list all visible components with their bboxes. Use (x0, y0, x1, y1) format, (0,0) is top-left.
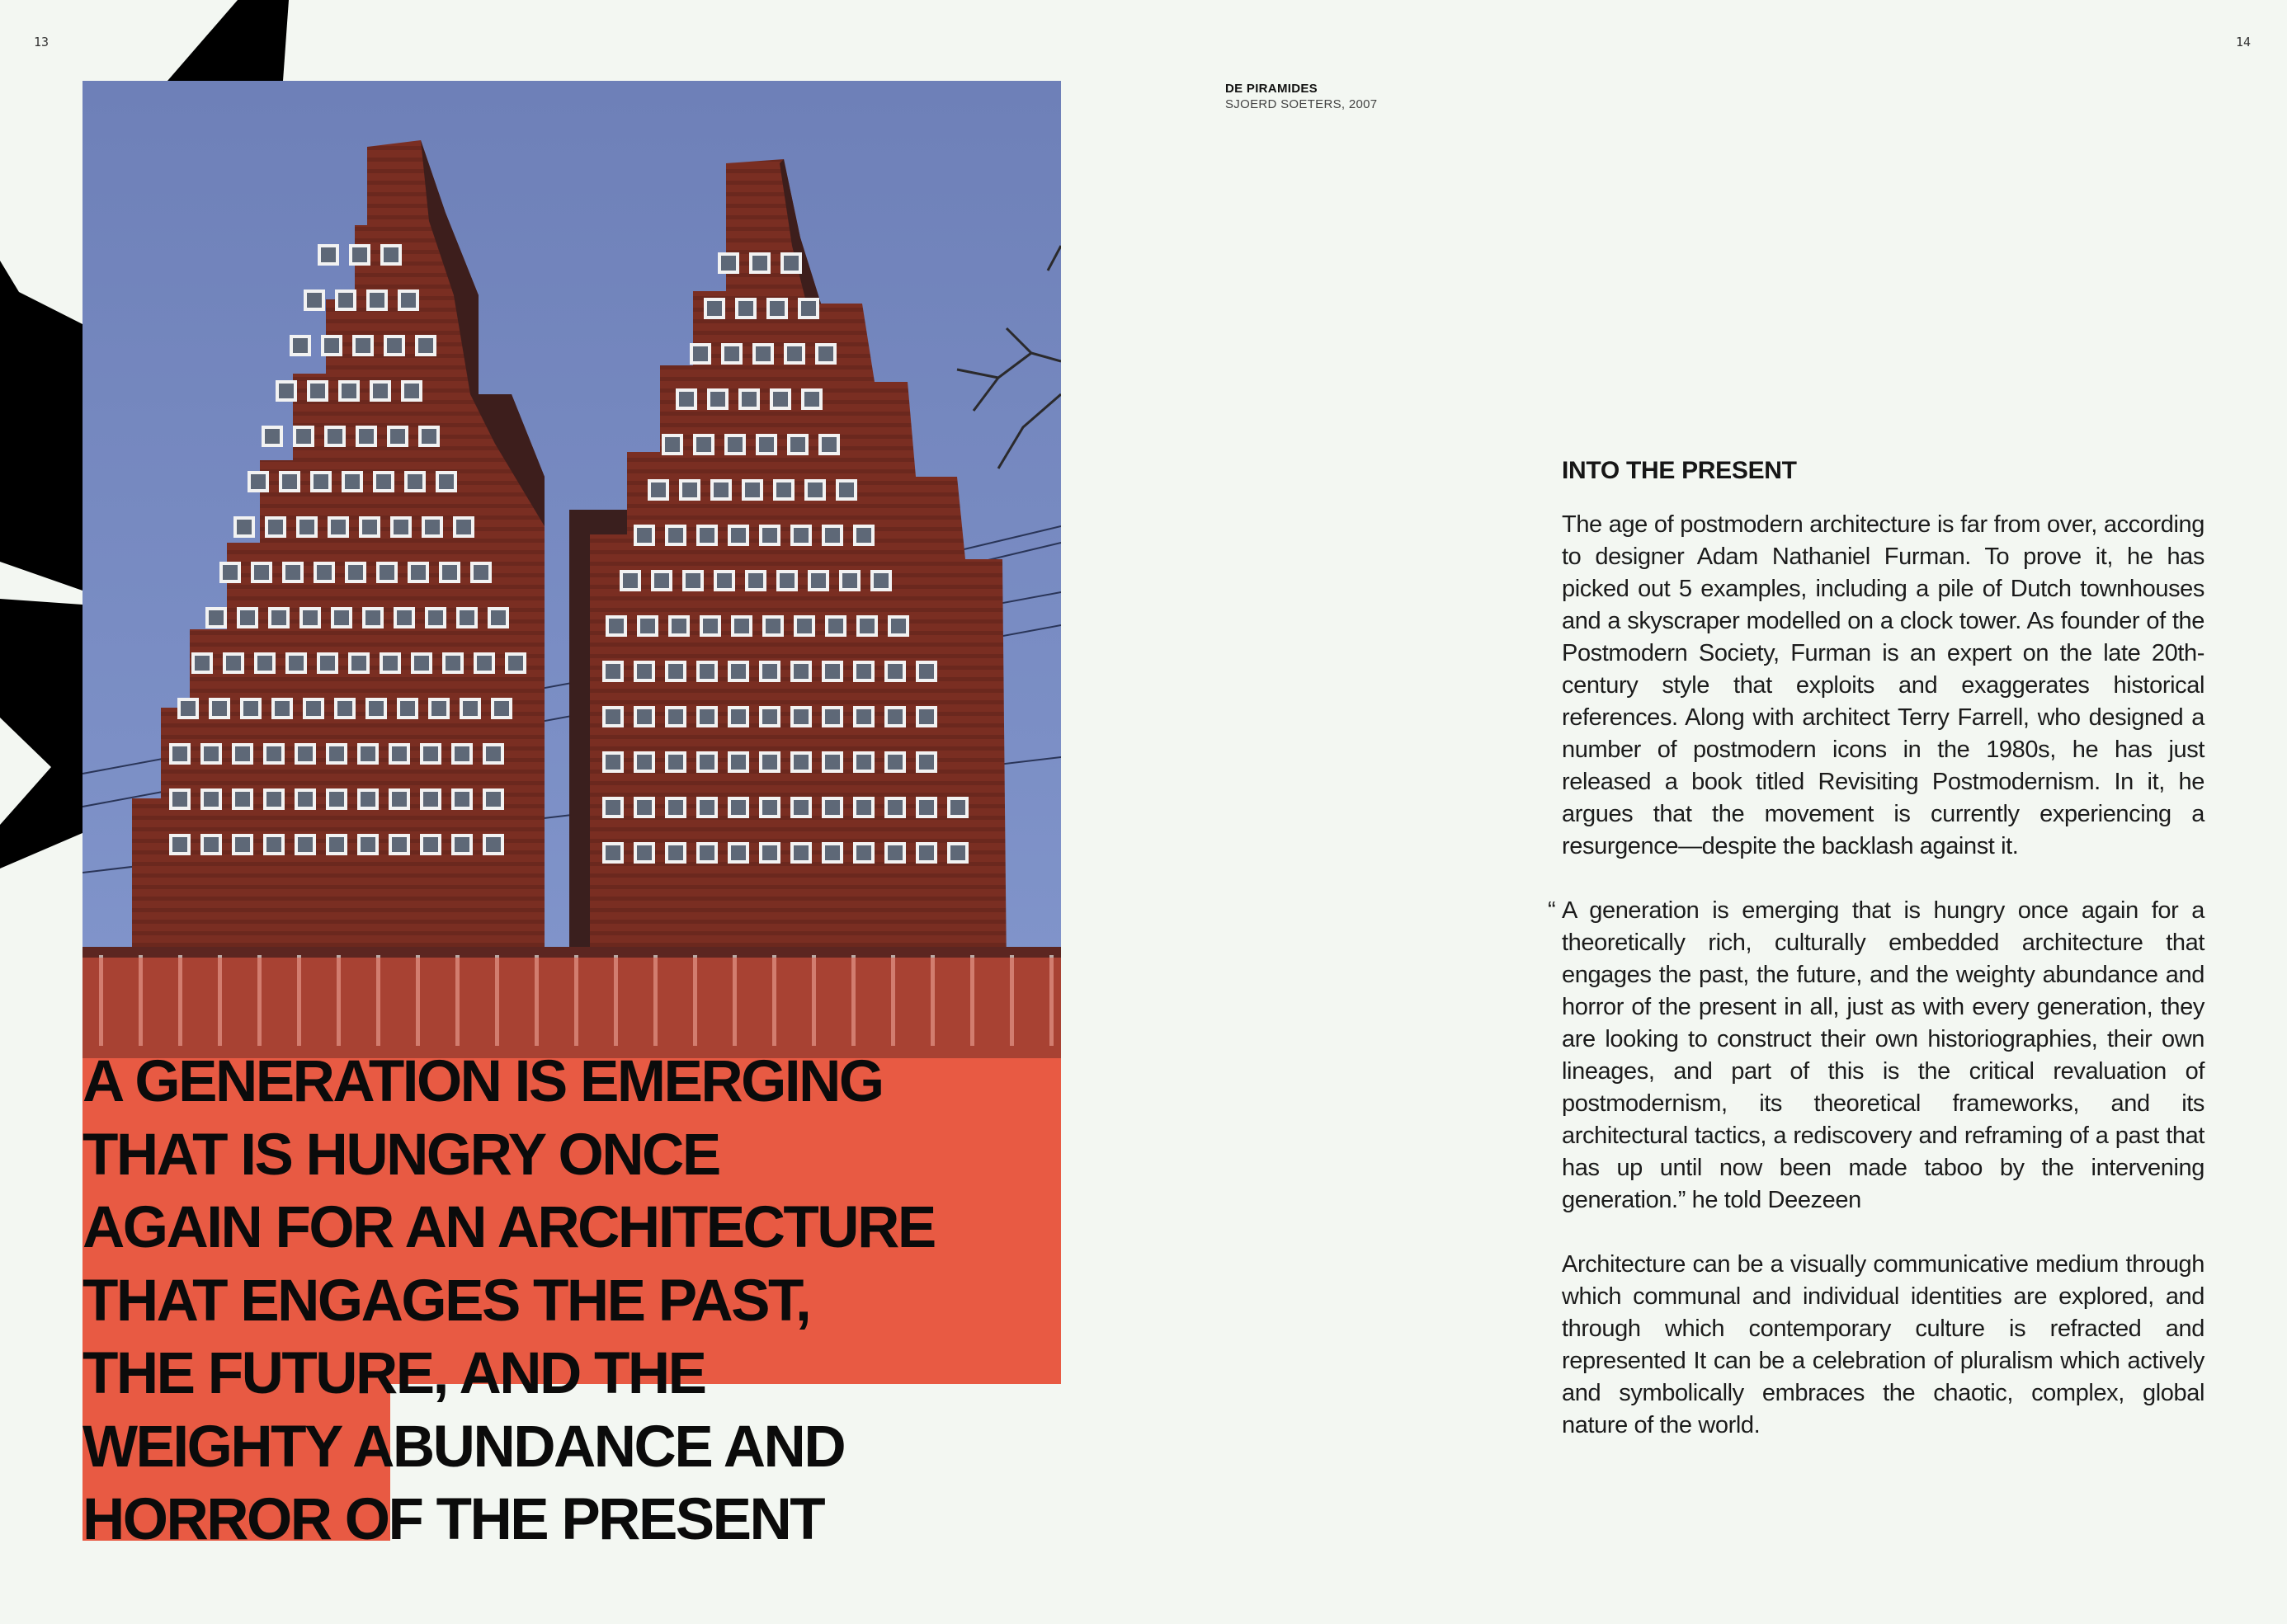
pull-quote-line: WEIGHTY ABUNDANCE AND (83, 1414, 845, 1480)
window (604, 708, 622, 726)
window (698, 798, 716, 817)
window (823, 798, 842, 817)
window (343, 473, 361, 491)
window (729, 798, 747, 817)
window (792, 526, 810, 544)
window (238, 609, 257, 627)
window (328, 790, 346, 808)
window (841, 572, 859, 590)
window (827, 617, 845, 635)
caption-title: DE PIRAMIDES (1225, 82, 1318, 96)
window (607, 617, 625, 635)
window (453, 836, 471, 854)
window (287, 654, 305, 672)
window (171, 790, 189, 808)
window (886, 662, 904, 680)
window (806, 481, 824, 499)
window (709, 390, 727, 408)
window (737, 299, 755, 318)
window (855, 708, 873, 726)
window (328, 836, 346, 854)
window (371, 382, 389, 400)
window (326, 427, 344, 445)
window (233, 836, 252, 854)
window (917, 798, 936, 817)
window (193, 654, 211, 672)
window (340, 382, 358, 400)
window (670, 617, 688, 635)
window (409, 563, 427, 581)
window (778, 572, 796, 590)
window (328, 745, 346, 763)
window (381, 654, 399, 672)
window (422, 836, 440, 854)
window (691, 345, 710, 363)
window (305, 291, 323, 309)
window (604, 753, 622, 771)
window (304, 699, 323, 718)
window (740, 390, 758, 408)
window (823, 753, 842, 771)
window (265, 836, 283, 854)
window (823, 844, 842, 862)
window (855, 662, 873, 680)
window (775, 481, 793, 499)
window (296, 745, 314, 763)
pull-quote-line: THAT IS HUNGRY ONCE (83, 1122, 719, 1188)
window (337, 291, 355, 309)
window (367, 699, 385, 718)
window (698, 844, 716, 862)
window (917, 844, 936, 862)
window (757, 435, 776, 454)
window (761, 662, 779, 680)
opening-quote-mark: “ (1548, 897, 1556, 924)
window (202, 745, 220, 763)
window (886, 708, 904, 726)
window (399, 291, 417, 309)
window (359, 836, 377, 854)
window (698, 526, 716, 544)
window (855, 753, 873, 771)
window (336, 699, 354, 718)
window (917, 708, 936, 726)
window (390, 745, 408, 763)
window (207, 609, 225, 627)
window (858, 617, 876, 635)
window (171, 836, 189, 854)
window (233, 790, 252, 808)
window (357, 427, 375, 445)
window (771, 390, 790, 408)
window (761, 753, 779, 771)
window (233, 745, 252, 763)
window (604, 798, 622, 817)
window (270, 609, 288, 627)
window (171, 745, 189, 763)
window (747, 572, 765, 590)
window (792, 753, 810, 771)
window (635, 662, 653, 680)
window (667, 526, 685, 544)
window (422, 745, 440, 763)
window (389, 427, 407, 445)
window (378, 563, 396, 581)
window (889, 617, 908, 635)
window (441, 563, 459, 581)
window (719, 254, 738, 272)
article-paragraph: The age of postmodern architecture is far from over, according to designer Adam Nathaniel Furman. To prove it, he has picked out 5 examples, including a pile of Dutch townhouses and a skyscraper modelled on a clock tower. As founder of the Postmodern Society, Furman is an expert on the late 20th-century style that exploits and exaggerates historical references. Along with architect Terry Farrell, who designed a number of postmodern icons in the 1980s, he has just released a book titled Revisiting Postmodernism. In it, he argues that the movement is currently experiencing a resurgence—despite the backlash against it. (1562, 511, 2204, 859)
window (263, 427, 281, 445)
window (743, 481, 762, 499)
window (695, 435, 713, 454)
window (649, 481, 667, 499)
red-tint-overlay (83, 958, 1061, 1058)
window (242, 699, 260, 718)
window (667, 708, 685, 726)
window (761, 526, 779, 544)
window (489, 609, 507, 627)
window (249, 473, 267, 491)
window (472, 563, 490, 581)
window (458, 609, 476, 627)
window (453, 790, 471, 808)
window (792, 798, 810, 817)
window (729, 708, 747, 726)
window (872, 572, 890, 590)
window (350, 654, 368, 672)
window (210, 699, 229, 718)
window (751, 254, 769, 272)
window (949, 844, 967, 862)
window (639, 617, 657, 635)
window (265, 745, 283, 763)
window (917, 753, 936, 771)
pull-quote-line: A GENERATION IS EMERGING (83, 1049, 883, 1114)
window (351, 246, 369, 264)
window (792, 844, 810, 862)
window (298, 518, 316, 536)
window (705, 299, 724, 318)
window (635, 526, 653, 544)
window (886, 798, 904, 817)
window (820, 435, 838, 454)
window (729, 844, 747, 862)
pull-quote-line: THAT ENGAGES THE PAST, (83, 1268, 810, 1334)
window (855, 526, 873, 544)
window (329, 518, 347, 536)
window (252, 563, 271, 581)
window (281, 473, 299, 491)
window (319, 246, 337, 264)
window (444, 654, 462, 672)
window (886, 753, 904, 771)
window (768, 299, 786, 318)
window (296, 836, 314, 854)
window (823, 662, 842, 680)
window (256, 654, 274, 672)
window (729, 753, 747, 771)
window (795, 617, 813, 635)
window (604, 662, 622, 680)
window (823, 708, 842, 726)
window (507, 654, 525, 672)
pull-quote (83, 1046, 1155, 1557)
window (782, 254, 800, 272)
window (729, 526, 747, 544)
window (315, 563, 333, 581)
building-photo-illustration (83, 81, 1061, 1058)
window (318, 654, 337, 672)
window (712, 481, 730, 499)
window (430, 699, 448, 718)
window (667, 753, 685, 771)
window (475, 654, 493, 672)
window (179, 699, 197, 718)
window (423, 518, 441, 536)
window (395, 609, 413, 627)
article-paragraph: Architecture can be a visually communicative medium through which communal and individual identities are explored, and through which contemporary culture is refracted and represented It can be a celebration of pluralism which actively and symbolically embraces the chaotic, complex, global nature of the world. (1562, 1251, 2204, 1438)
window (403, 382, 421, 400)
window (621, 572, 639, 590)
star-body-lower (0, 599, 83, 868)
window (726, 435, 744, 454)
window (309, 382, 327, 400)
window (785, 345, 804, 363)
window (698, 708, 716, 726)
photo-caption (1225, 81, 1377, 112)
window (677, 390, 696, 408)
window (715, 572, 733, 590)
window (453, 745, 471, 763)
window (667, 844, 685, 862)
building-photo (83, 81, 1061, 1058)
window (382, 246, 400, 264)
window (635, 708, 653, 726)
window (266, 518, 285, 536)
window (347, 563, 365, 581)
window (296, 790, 314, 808)
window (417, 337, 435, 355)
window (949, 798, 967, 817)
window (284, 563, 302, 581)
window (729, 662, 747, 680)
window (761, 798, 779, 817)
window (635, 753, 653, 771)
window (681, 481, 699, 499)
window (392, 518, 410, 536)
window (792, 708, 810, 726)
window (754, 345, 772, 363)
window (837, 481, 856, 499)
window (265, 790, 283, 808)
window (455, 518, 473, 536)
window (667, 798, 685, 817)
window (493, 699, 511, 718)
window (809, 572, 828, 590)
window (635, 798, 653, 817)
article-quote-text: A generation is emerging that is hungry once again for a theoretically rich, culturally embedded architecture that engages the past, the future, and the weighty abundance and horror of the present in all, just as with every generation, they are looking to construct their own historiographies, their own lineages, and part of this is the critical revaluation of postmodernism, its theoretical frameworks, and its architectural tactics, a rediscovery and reframing of a past that has up until now been made taboo by the intervening generation.” he told Deezeen (1562, 897, 2204, 1213)
window (635, 844, 653, 862)
window (368, 291, 386, 309)
window (604, 844, 622, 862)
window (295, 427, 313, 445)
window (917, 662, 936, 680)
window (359, 745, 377, 763)
window (698, 662, 716, 680)
window (792, 662, 810, 680)
window (484, 790, 502, 808)
window (277, 382, 295, 400)
window (221, 563, 239, 581)
window (413, 654, 431, 672)
pull-quote-line: THE FUTURE, AND THE (83, 1341, 705, 1406)
window (437, 473, 455, 491)
window (855, 798, 873, 817)
article (1548, 456, 2204, 1474)
window (301, 609, 319, 627)
page-number-left: 13 (34, 35, 50, 49)
window (390, 790, 408, 808)
window (427, 609, 445, 627)
window (224, 654, 243, 672)
window (406, 473, 424, 491)
window (789, 435, 807, 454)
window (461, 699, 479, 718)
pull-quote-line: HORROR OF THE PRESENT (83, 1487, 824, 1552)
pull-quote-line: AGAIN FOR AN ARCHITECTURE (83, 1195, 935, 1260)
window (484, 745, 502, 763)
window (420, 427, 438, 445)
window (733, 617, 751, 635)
window (653, 572, 671, 590)
window (291, 337, 309, 355)
window (273, 699, 291, 718)
window (361, 518, 379, 536)
window (323, 337, 341, 355)
window (235, 518, 253, 536)
window (359, 790, 377, 808)
window (723, 345, 741, 363)
window (385, 337, 403, 355)
window (375, 473, 393, 491)
window (684, 572, 702, 590)
window (667, 662, 685, 680)
window (390, 836, 408, 854)
window (398, 699, 417, 718)
article-quote (1548, 895, 2204, 1217)
star-spike-top (167, 0, 289, 81)
window (761, 844, 779, 862)
window (803, 390, 821, 408)
page-number-right: 14 (2236, 35, 2252, 49)
window (364, 609, 382, 627)
article-heading: INTO THE PRESENT (1562, 457, 1797, 484)
caption-subtitle: SJOERD SOETERS, 2007 (1225, 97, 1378, 111)
window (202, 790, 220, 808)
window (332, 609, 351, 627)
window (312, 473, 330, 491)
window (698, 753, 716, 771)
window (663, 435, 681, 454)
window (761, 708, 779, 726)
star-body-upper (0, 261, 83, 591)
window (823, 526, 842, 544)
window (799, 299, 818, 318)
window (855, 844, 873, 862)
window (886, 844, 904, 862)
window (484, 836, 502, 854)
window (701, 617, 719, 635)
window (202, 836, 220, 854)
window (817, 345, 835, 363)
window (422, 790, 440, 808)
window (354, 337, 372, 355)
window (764, 617, 782, 635)
